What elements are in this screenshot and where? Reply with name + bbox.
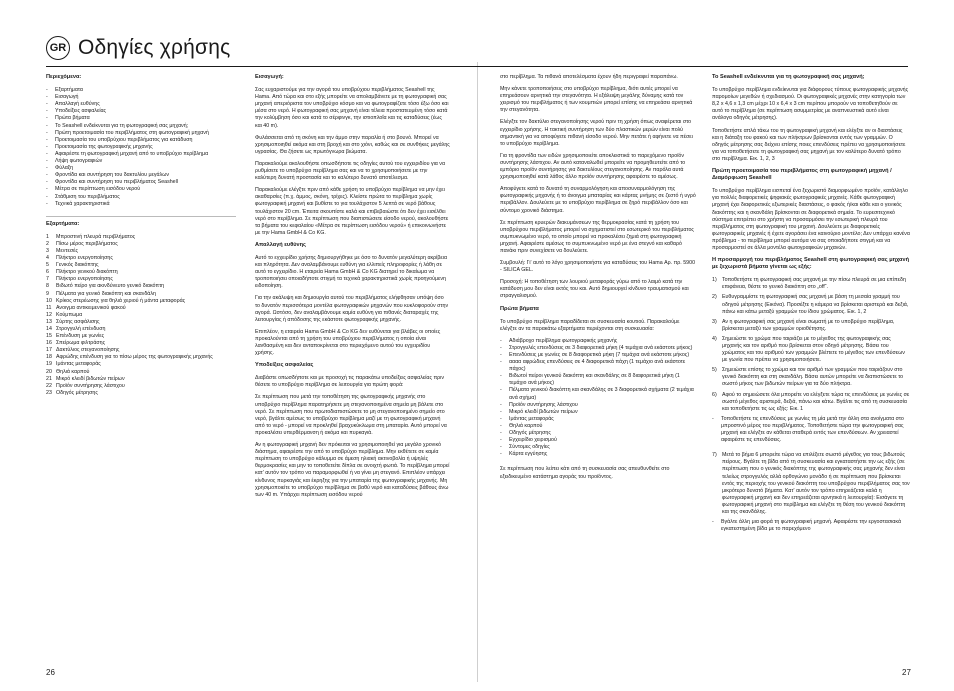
toc-item: - Φύλαξη: [46, 165, 236, 172]
step-item: 1) Τοποθετήστε τη φωτογραφική σας μηχανή με την πίσω πλευρά σε μια επίπεδη επιφάνεια, θέστε το γενικό διακόπτη στο „off“.: [712, 277, 906, 291]
package-item: - Οδηγός μέτρησης: [500, 430, 696, 437]
sub-steps-list: [712, 416, 910, 444]
package-item: - Πέλματα γενικού διακόπτη και σκανδάλης σε 3 διαφορετικά σχήματα (2 τεμάχια ανά σχήμα): [500, 387, 696, 401]
part-item: 7 Πλήκτρο ενεργοποίησης: [46, 276, 113, 283]
step-item: 3) Αν η φωτογραφική σας μηχανή είναι σωματή με το υποβρύχιο περίβλημα, βρίσκεται μεταξύ των γραμμών οριοθέτησης.: [712, 318, 895, 332]
package-item: - Αδιάβροχο περίβλημα φωτογραφικής μηχανής: [500, 338, 696, 345]
preparation-paragraph: Το υποβρύχιο περίβλημα εισπεταί ένα ξεχωριστό διαμορφωμένο προϊόν, κατάλληλο για πολλές διαφορετικές ψηφιακές φωτογραφικές μηχανές. Κάθε φωτογραφική μηχανή έχει διαφορετικές εξωτερικές διαστάσεις, ο φακός ή/και κάθε και ο γενικός διακόπτης και η σκανδάλη βρίσκονται σε διαφορετικά σημεία. Το ευρεσιτεχνικό σύστημα επιτρέπει στο χρήστη να προσαρμόσει την εσωτερική πλευρά του περιβλήματος στη φωτογραφική του μηχανή. Δουλεύετε με διαφορετικές φωτογραφικές μηχανές ή έχετε αγοράσει ένα καινούριο μοντέλο; Δεν υπάρχει κανένα πρόβλημα - το περίβλημα μπορεί αυτόμα να σας οποιαδήποτε στιγμή και να προσαρμοστεί σε άλλα μοντέλα φωτογραφικών μηχανών.: [712, 188, 910, 251]
part-item: 11 Ανοιγμα αντικειμενικού φακού: [46, 304, 126, 311]
package-item: - Προϊόν συντήρησης λάστιχου: [500, 402, 696, 409]
intro-paragraph: Φυλάσσεται από τη σκόνη και την άμμο στην παραλία ή στο βουνό. Μπορεί να χρησιμοποιηθεί ακόμα και στη βροχή και στο χιόνι, καθώς και σε συνθήκες μεγάλης υγρασίας. Θα ζήσετε ως πρωτόγνωρα βιώματα.: [255, 134, 450, 155]
safety-paragraph: Αποφύγετε κατά το δυνατό τη συναρμολόγηση και αποσυναρμολόγηση της φωτογραφικής μηχανής ή το άνοιγμα μπαταρίας και κάρτας μνήμης σε ζεστό ή υγρό περιβάλλον. Δουλεύετε με το υποβρύχιο περίβλημα σε ξηρό περιβάλλον όσο και σύντομο χρονικό διάστημα.: [500, 186, 696, 214]
header-rule: [46, 66, 908, 67]
column-introduction: [255, 74, 450, 504]
toc-item: - Εξαρτήματα: [46, 87, 236, 94]
part-item: 2 Πίσω μέρος περιβλήματος: [46, 240, 118, 247]
liability-paragraph: Για την ακάλυψη και δημιουργία αυτού του περιβλήματος ελήφθησαν υπόψη όσο το δυνατόν περισσότερα μοντέλα φωτογραφικών μηχανών που κυκλοφορούν στην αγορά. Ωστόσο, δεν αναλαμβάνουμε καμία ευθύνη για πιθανές διαταραχές της λειτουργίας ή απόδοσης της εκάστοτε φωτογραφικής μηχανής.: [255, 295, 449, 323]
part-item: 12 Κούμπωμα: [46, 311, 83, 318]
part-item: 1 Μπροστινή πλευρά περιβλήματος: [46, 233, 136, 240]
toc-item: - Πρώτα βήματα: [46, 115, 236, 122]
package-contents-list: [500, 338, 696, 459]
toc-list: [46, 87, 236, 208]
parts-section: [46, 216, 236, 397]
safety-paragraph: Μην κάνετε τροποποιήσεις στο υποβρύχιο περίβλημα, διότι αυτές μπορεί να επηρεάσουν αρνητικά την στεγανότητα. Η εξάλειψη μεγάλης δύναμης κατά τον χειρισμό του περιβλήματος ή των κουμπιών μπορεί επίσης να επηρεάσει αρνητικά την στεγανότητα.: [500, 86, 693, 114]
safety-paragraph: Διαβάστε οπωσδήποτε και με προσοχή τις παρακάτω υποδείξεις ασφαλείας πριν θέσετε το υποβρύχιο περίβλημα σε λειτουργία για πρώτη φορά:: [255, 375, 444, 389]
safety-heading: Υποδείξεις ασφαλείας: [255, 362, 314, 369]
part-item: 23 Οδηγός μέτρησης: [46, 389, 98, 396]
parts-list: [46, 234, 236, 397]
package-item: - αααα αφρώδεις επενδύσεις σε 4 διαφορετικά πάχη (1 τεμάχιο ανά εκάστοτε πάχος): [500, 359, 696, 373]
part-item: 3 Μεντεσές: [46, 247, 79, 254]
toc-item: - Αφαιρέστε τη φωτογραφική μηχανή από το υποβρύχιο περίβλημα: [46, 151, 236, 158]
suitability-paragraph: Τοποθετήστε απλά τάκω του τη φωτογραφική μηχανή και ελέγξτε αν οι διαστάσεις και η διάταξη του φακού και των πλήκτρων βρίσκονται εντός των γραμμών. Ο οδηγός μέτρησης σας δείχνει επίσης ποιες επενδύσεις πρέπει να χρησιμοποιήσετε για να τοποθετήσετε τη φωτογραφική σας μηχανή με τον καλύτερο δυνατό τρόπο στο περίβλημα. Εικ. 1, 2, 3: [712, 127, 906, 162]
page-number-right: 27: [902, 668, 911, 677]
part-item: 20 Θηλιά καρπού: [46, 368, 90, 375]
part-item: 15 Επένδυση με γωνίες: [46, 333, 105, 340]
safety-paragraph: Σε περίπτωση κρυερών διακυμάνσεων της θερμοκρασίας κατά τη χρήση του υποβρύχιου περιβλήματος μπορεί να σχηματιστεί στο εσωτερικό του περιβλήματος συμπυκνωμένο νερό, το οποίο μπορεί να προκαλέσει ζημιά στη φωτογραφική μηχανή. Αφαιρέστε αμέσως το συμπυκνωμένο νερό με ένα στεγνό και καθαρό πανάκι πριν συνεχίσετε να δουλεύετε.: [500, 219, 694, 254]
column-contents: [46, 74, 236, 397]
safety-paragraph: στο περίβλημα. Τα πιθανά αποτελέσματα έχουν ήδη περιγραφεί παραπάνω.: [500, 74, 678, 80]
package-item: - Εγχειρίδιο χειρισμού: [500, 437, 696, 444]
toc-item: - Στάθμιση του περιβλήματος: [46, 194, 236, 201]
suitability-heading: Το Seashell ενδείκνυται για τη φωτογραφική σας μηχανή;: [712, 74, 865, 80]
suitability-paragraph: Το υποβρύχιο περίβλημα ενδείκνυται για διάφορους τύπους φωτογραφικής μηχανής παρομοίων μεγεθών ή σχεδιασμού. Οι φωτογραφικές μηχανές στην κατηγορία των 8,2 x 4,6 x 1,3 cm μέχρι 10 x 6,4 x 3 cm περίπου μπορούν να τοποθετηθούν σε αυτό το περίβλημα (σε περίπτωση ασυμμετρίας με αναπνευστικά αυτό είναι ανάλογα οδηγός μέτρησης).: [712, 87, 909, 122]
part-item: 5 Γενικός διακόπτης: [46, 262, 99, 269]
liability-heading: Απαλλαγή ευθύνης: [255, 241, 306, 248]
page-number-left: 26: [46, 668, 55, 677]
toc-item: - Τεχνικά χαρακτηριστικά: [46, 201, 236, 208]
part-item: 17 Δακτύλιος στεγανοποίησης: [46, 347, 120, 354]
first-steps-paragraph: Σε περίπτωση που λείπει κάτι από τη συσκευασία σας απευθυνθείτε στο εξειδικευμένο κατάστημα αγοράς του προϊόντος.: [500, 466, 670, 480]
safety-paragraph: Σε περίπτωση που μετά την τοποθέτηση της φωτογραφικής μηχανής στο υποβρύχιο περίβλημα παρατηρήσετε μη στεγανοποιημένα σημεία μη βάλετε στο νερό. Σε περίπτωση που πρωτοδιαπιστώσετε το μη στεγανοποιημένο σημείο στο νερό, βγάλτε αμέσως το υποβρύχιο περίβλημα μαζί με τη φωτογραφική μηχανή από το νερό - μπορεί να προκληθεί βραχυκύκλωμα στη μπαταρία. Αυτό μπορεί να προκαλέσει υπερθέρμανση ή ακόμα και πυρκαγιά.: [255, 394, 447, 436]
document-header: [46, 36, 230, 60]
part-item: 8 Βιδωτό πείρο για ακινδύνευτο γενικό διακόπτη: [46, 283, 165, 290]
package-item: - Σύντομες οδηγίες: [500, 444, 696, 451]
part-item: 14 Στρογγυλή επένδυση: [46, 326, 106, 332]
part-item: 16 Σπείρωμα φιλτράσης: [46, 340, 106, 347]
part-item: 10 Κρίκος στερέωσης για θηλιά χεριού ή μάντα μεταφοράς: [46, 297, 186, 304]
first-steps-heading: Πρώτα βήματα: [500, 305, 539, 312]
page-title: Οδηγίες χρήσης: [78, 36, 231, 59]
package-item: - Επενδύσεις με γωνίες σε 8 διαφορετικά μήκη (7 τεμάχια ανά εκάστοτε μήκος): [500, 352, 696, 359]
intro-paragraph: Σας ευχαριστούμε για την αγορά του υποβρύχιου περιβλήματος Seashell της Hama. Από τώρα και στο εξής μπορείτε να απολαμβάνετε με τη φωτογραφική σας μηχανή απεριόριστα τον υποβρύχιο κόσμο και να φωτογραφίζετε τόσο έξω όσο και μέσα στο νερό. Η φωτογραφική σας μηχανή είναι τέλεια προστατευμένη τόσο κατά την κολύμβηση όσο και κατά το σέρφινγκ, την ιστιοπλοΐα και τις καταδύσεις (έως και 40 m).: [255, 87, 449, 129]
part-item: 18 Αφρώδης επένδυση για το πίσω μέρος της φωτογραφικής μηχανής: [46, 354, 213, 361]
step-item: 2) Ευθυγραμμίστε τη φωτογραφική σας μηχανή με βάση τη μεσαία γραμμή του οδηγού μέτρησης (Εικόνα). Προσέξτε η κάμερα να βρίσκεται αριστερά και δεξιά, πάνω και κάτω μεταξύ γραμμών του ίδιου χρώματος. Εικ. 1, 2: [712, 294, 909, 315]
column-safety-continued: [500, 74, 696, 486]
toc-item: - Προετοιμασία του υποβρύχιου περιβλήματος για κατάδυση: [46, 137, 236, 144]
package-item: - Μικρό κλειδί βιδωτών πείρων: [500, 409, 696, 416]
preparation-heading: Πρώτη προετοιμασία του περιβλήματος στη φωτογραφική μηχανή / Διαμόρφωση Seashell: [712, 168, 892, 182]
column-setup: [712, 74, 910, 541]
liability-paragraph: Επιπλέον, η εταιρεία Hama GmbH & Co KG δεν ευθύνεται για βλάβες οι οποίες προκαλούνται από τη χρήση του υποβρύχιου περιβλήματος η οποία είναι λανθασμένη και δεν ανταποκρίνεται στο περιεχόμενο αυτού του εγχειριδίου χρήσης.: [255, 328, 441, 357]
part-item: 9 Πέλματα για γενικό διακόπτη και σκανδάλη: [46, 290, 156, 297]
package-item: - Στρογγυλές επενδύσεις σε 3 διαφορετικά μήκη (4 τεμάχια ανά εκάστοτε μήκος): [500, 345, 696, 352]
safety-paragraph: Ελέγξτε τον δακτύλιο στεγανοποίησης νερού πριν τη χρήση όπως αναφέρεται στο εγχειρίδιο χρήσης. Η τακτική συντήρηση των δύο πλαστικών μερών είναι πολύ σημαντική για να αποφύγετε πιθανή είσοδο νερού. Μην πετάτε ή αφήνετε να πέσει το υποβρύχιο περίβλημα.: [500, 119, 693, 147]
part-item: 19 Ιμάντας μεταφοράς: [46, 361, 101, 368]
part-item: 22 Προϊόν συντήρησης λάστιχου: [46, 382, 125, 389]
language-badge: GR: [46, 36, 70, 60]
toc-item: - Πρώτη προετοιμασία του περιβλήματος στη φωτογραφική μηχανή: [46, 130, 236, 137]
step-item: 5) Σημειώστε επίσης το χρώμα και τον αριθμό των γραμμών που ταιριάζουν στο γενικό διακόπτη και στη σκανδάλη. Βάσει αυτών μπορείτε να διαπιστώσετε το σωστό μήκος των βιδωτών πείρων για τα δύο πλήκτρα.: [712, 367, 904, 388]
toc-item: - Φροντίδα και συντήρηση του δακτυλίου μεγάλων: [46, 172, 236, 179]
part-item: 21 Μικρό κλειδί βιδωτών πείρων: [46, 375, 125, 382]
package-item: - Ιμάντας μεταφοράς: [500, 416, 696, 423]
tail-list: [712, 519, 910, 533]
part-item: 13 Σύρτης ασφάλισης: [46, 318, 100, 325]
adaptation-heading: Η προσαρμογή του περιβλήματος Seashell στη φωτογραφική σας μηχανή με ξεχωριστά βήματα γίνεται ως εξής:: [712, 257, 910, 271]
toc-item: - Εισαγωγή: [46, 94, 236, 101]
parts-heading: Εξαρτήματα:: [46, 220, 80, 227]
steps-list: [712, 277, 910, 413]
tip-paragraph: Συμβουλή: Γι' αυτό το λόγο χρησιμοποιήστε για καταδύσεις του Hama Αρ. πρ. 5900 - SILICA GEL.: [500, 260, 696, 274]
step-item: 6) Αφού το σημειώσετε όλα μπορείτε να ελέγξετε τώρα τις επενδύσεις με γωνίες σε σωστό μέγεθος αριστερά, δεξιά, πάνω και κάτω. Βγάλτε τις από τη συσκευασία και τοποθετήστε τις ως εξής: Εικ. 1: [712, 391, 910, 412]
safety-paragraph: Αν η φωτογραφική μηχανή δεν πρόκειται να χρησιμοποιηθεί για μεγάλο χρονικό διάστημα, αφαιρέστε την από το υποβρύχιο περίβλημα. Μην εκθέτετε σε καμία περίπτωση το υποβρύχιο κάλυμμα σε άμεση ηλιακή ακτινοβολία ή υψηλές θερμοκρασίες και μην το τοποθετείτε δίπλα σε ανοιχτή φωτιά. Το περίβλημα μπορεί κατ' αυτόν τον τρόπο να παραμορφωθεί ή να γίνει μη στεγανό. Επιπλέον υπάρχει κίνδυνος πυρκαγιάς και έκρηξης για την μπαταρία της φωτογραφικής μηχανής. Μη χρησιμοποιείτε το υποβρύχιο περίβλημα σε βαθύ νερό και καταδύσεις βάθους άνω των 40 m. Υπάρχει περίπτωση εισόδου νερού: [255, 442, 450, 498]
intro-paragraph: Παρακαλούμε ακολουθήστε οπωσδήποτε τις οδηγίες αυτού του εγχειριδίου για να ρυθμίσετε το υποβρύχιο περίβλημα σας και να το χρησιμοποιήσετε με την καλύτερη δυνατή προστασία και το καλύτερο δυνατό αποτέλεσμα.: [255, 160, 446, 182]
intro-heading: Εισαγωγή:: [255, 74, 284, 80]
sub-step-item: - Τοποθετήστε τις επενδύσεις με γωνίες τη μία μετά την άλλη στα ανοίγματα στο μπροστινό μέρος του περιβλήματος. Τοποθετήστε τώρα την φωτογραφική σας μηχανή και ελέγξτε αν κάθεται σταθερά εντός των επενδύσεων. Αν χρειαστεί αφαιρέστε τις επενδύσεις.: [712, 416, 910, 444]
step-item: 7) Μετά το βήμα 6 μπορείτε τώρα να επιλέξετε σωστό μέγεθος για τους βιδωτούς πείρους. Βγάλτε τη βίδα από τη συσκευασία και εγκαταστήστε την ως εξής (σε περίπτωση που ο γενικός διακόπτης της φωτογραφικής σας μηχανής δεν είναι τελείως στρογγυλός αλλά ορθογώνιο μονάδο ή σε περίπτωση που βρίσκεται εντός της περιοχής του γενικού διακόπτη του υποβρύχιου περιβλήματος σας τον μικρότερο δυνατό βήματα. Κατ' αυτόν τον τρόπο επηρεάζεται καλά η φωτογραφική μηχανή και δεν επηρεάζεται αρνητικά η λειτουργία): Εισάγετε τη φωτογραφική μηχανή στο περίβλημα και ελέγξτε τη θέση του γενικού διακόπτη και της σκανδάλης.: [712, 452, 910, 515]
toc-item: - Φροντίδα και συντήρηση του περιβλήματος Seashell: [46, 179, 236, 186]
package-item: - Κάρτα εγγύησης: [500, 451, 696, 458]
warning-paragraph: Προσοχή: Η τοποθέτηση των λουριού μεταφοράς γύρω από το λαιμό κατά την κατάδυση μου δεν είναι εκτός του και. Αυτό δημιουργεί κίνδυνο τραυματισμού και στραγγαλισμού.: [500, 279, 689, 300]
toc-heading: Περιεχόμενα:: [46, 74, 82, 80]
package-item: - Βιδωτοί πείροι γενικού διακόπτη και σκανδάλης σε 8 διαφορετικά μήκη (1 τεμάχιο ανά μήκος): [500, 373, 696, 387]
step-item: 4) Σημειώστε το χρώμα που ταιριάζει με το μέγεθος της φωτογραφικής σας μηχανής και τον αριθμό που βρίσκεται στον οδηγό μέτρησης. Βάσει του χρώματος και του αριθμού των γραμμών βλέπετε το μέγεθος των επενδύσεων με γωνία που πρέπει να χρησιμοποιήσετε.: [712, 335, 905, 364]
first-steps-paragraph: Το υποβρύχιο περίβλημα παραδίδεται σε συσκευασία κουτιού. Παρακαλούμε ελέγξτε αν τα παρακάτω εξαρτήματα περιέχονται στη συσκευασία:: [500, 318, 680, 332]
toc-item: - Λήψη φωτογραφιών: [46, 158, 236, 165]
toc-item: - Μέτρα σε περίπτωση εισόδου νερού: [46, 186, 236, 193]
part-item: 4 Πλήκτρο ενεργοποίησης: [46, 255, 113, 262]
sub-step-item: - Βγάλτε άλλη μια φορά τη φωτογραφική μηχανή. Αφαιρέστε την εργοστασιακά εγκατεστημένη βίδα με το παρεχόμενο: [712, 519, 910, 533]
steps-list-continued: [712, 452, 910, 516]
intro-paragraph: Παρακαλούμε ελέγξτε πριν από κάθε χρήση το υποβρύχιο περίβλημα να μην έχει ακαθαρσίες (π.χ. άμμος, σκόνη, τρίχες). Κλείστε πρώτα το περίβλημα χωρίς φωτογραφική μηχανή και βυθίστε το για τουλάχιστον 5 λεπτά σε νερό βάθους τουλάχιστον 20 cm. Έπειτα σκουπίστε καλά και επιβεβαιώστε ότι δεν έχει εισέλθει νερό στο περίβλημα. Σε περίπτωση που διαπιστώσετε είσοδο νερού, ακολουθήστε τα βήματα του κεφαλαίου «Μέτρα σε περίπτωση εισόδου νερού» ή επικοινωνήστε με την Hama GmbH & Co KG.: [255, 187, 449, 236]
safety-paragraph: Για τη φροντίδα των ειδών χρησιμοποιείτε αποκλειστικά το παρεχόμενο προϊόν συντήρησης λάστιχου. Αν αυτό καταναλωθεί μπορείτε να προμηθευτείτε από το εμπόριο προϊόν συντήρησης για δακτυλίους στεγανοποίησης. Αν παρόλα αυτά χρησιμοποιηθεί κατά λάθος άλλο προϊόν συντήρησης αφαιρέστε το αμέσως.: [500, 152, 686, 181]
liability-paragraph: Αυτό το εγχειρίδιο χρήσης δημιουργήθηκε με όσο το δυνατόν μεγαλύτερη ακρίβεια και πληρότητα. Δεν αναλαμβάνουμε ευθύνη για ελλιπείς πληροφορίες ή λάθη σε αυτό το εγχειρίδιο. Η εταιρεία Hama GmbH & Co KG διατηρεί το δικαίωμα να τροποποιήσει οποιαδήποτε στιγμή τα τεχνικά χαρακτηριστικά χωρίς προηγούμενη ειδοποίηση.: [255, 254, 448, 290]
toc-item: - Υποδείξεις ασφαλείας: [46, 108, 236, 115]
part-item: 6 Πλήκτρο γενικού διακόπτη: [46, 269, 118, 276]
toc-item: - Το Seashell ενδείκνυται για τη φωτογραφική σας μηχανή;: [46, 123, 236, 130]
toc-item: - Προετοιμασία της φωτογραφικής μηχανής: [46, 144, 236, 151]
package-item: - Θηλιά καρπού: [500, 423, 696, 430]
page-gutter: [477, 62, 478, 682]
toc-item: - Απαλλαγή ευθύνης: [46, 101, 236, 108]
